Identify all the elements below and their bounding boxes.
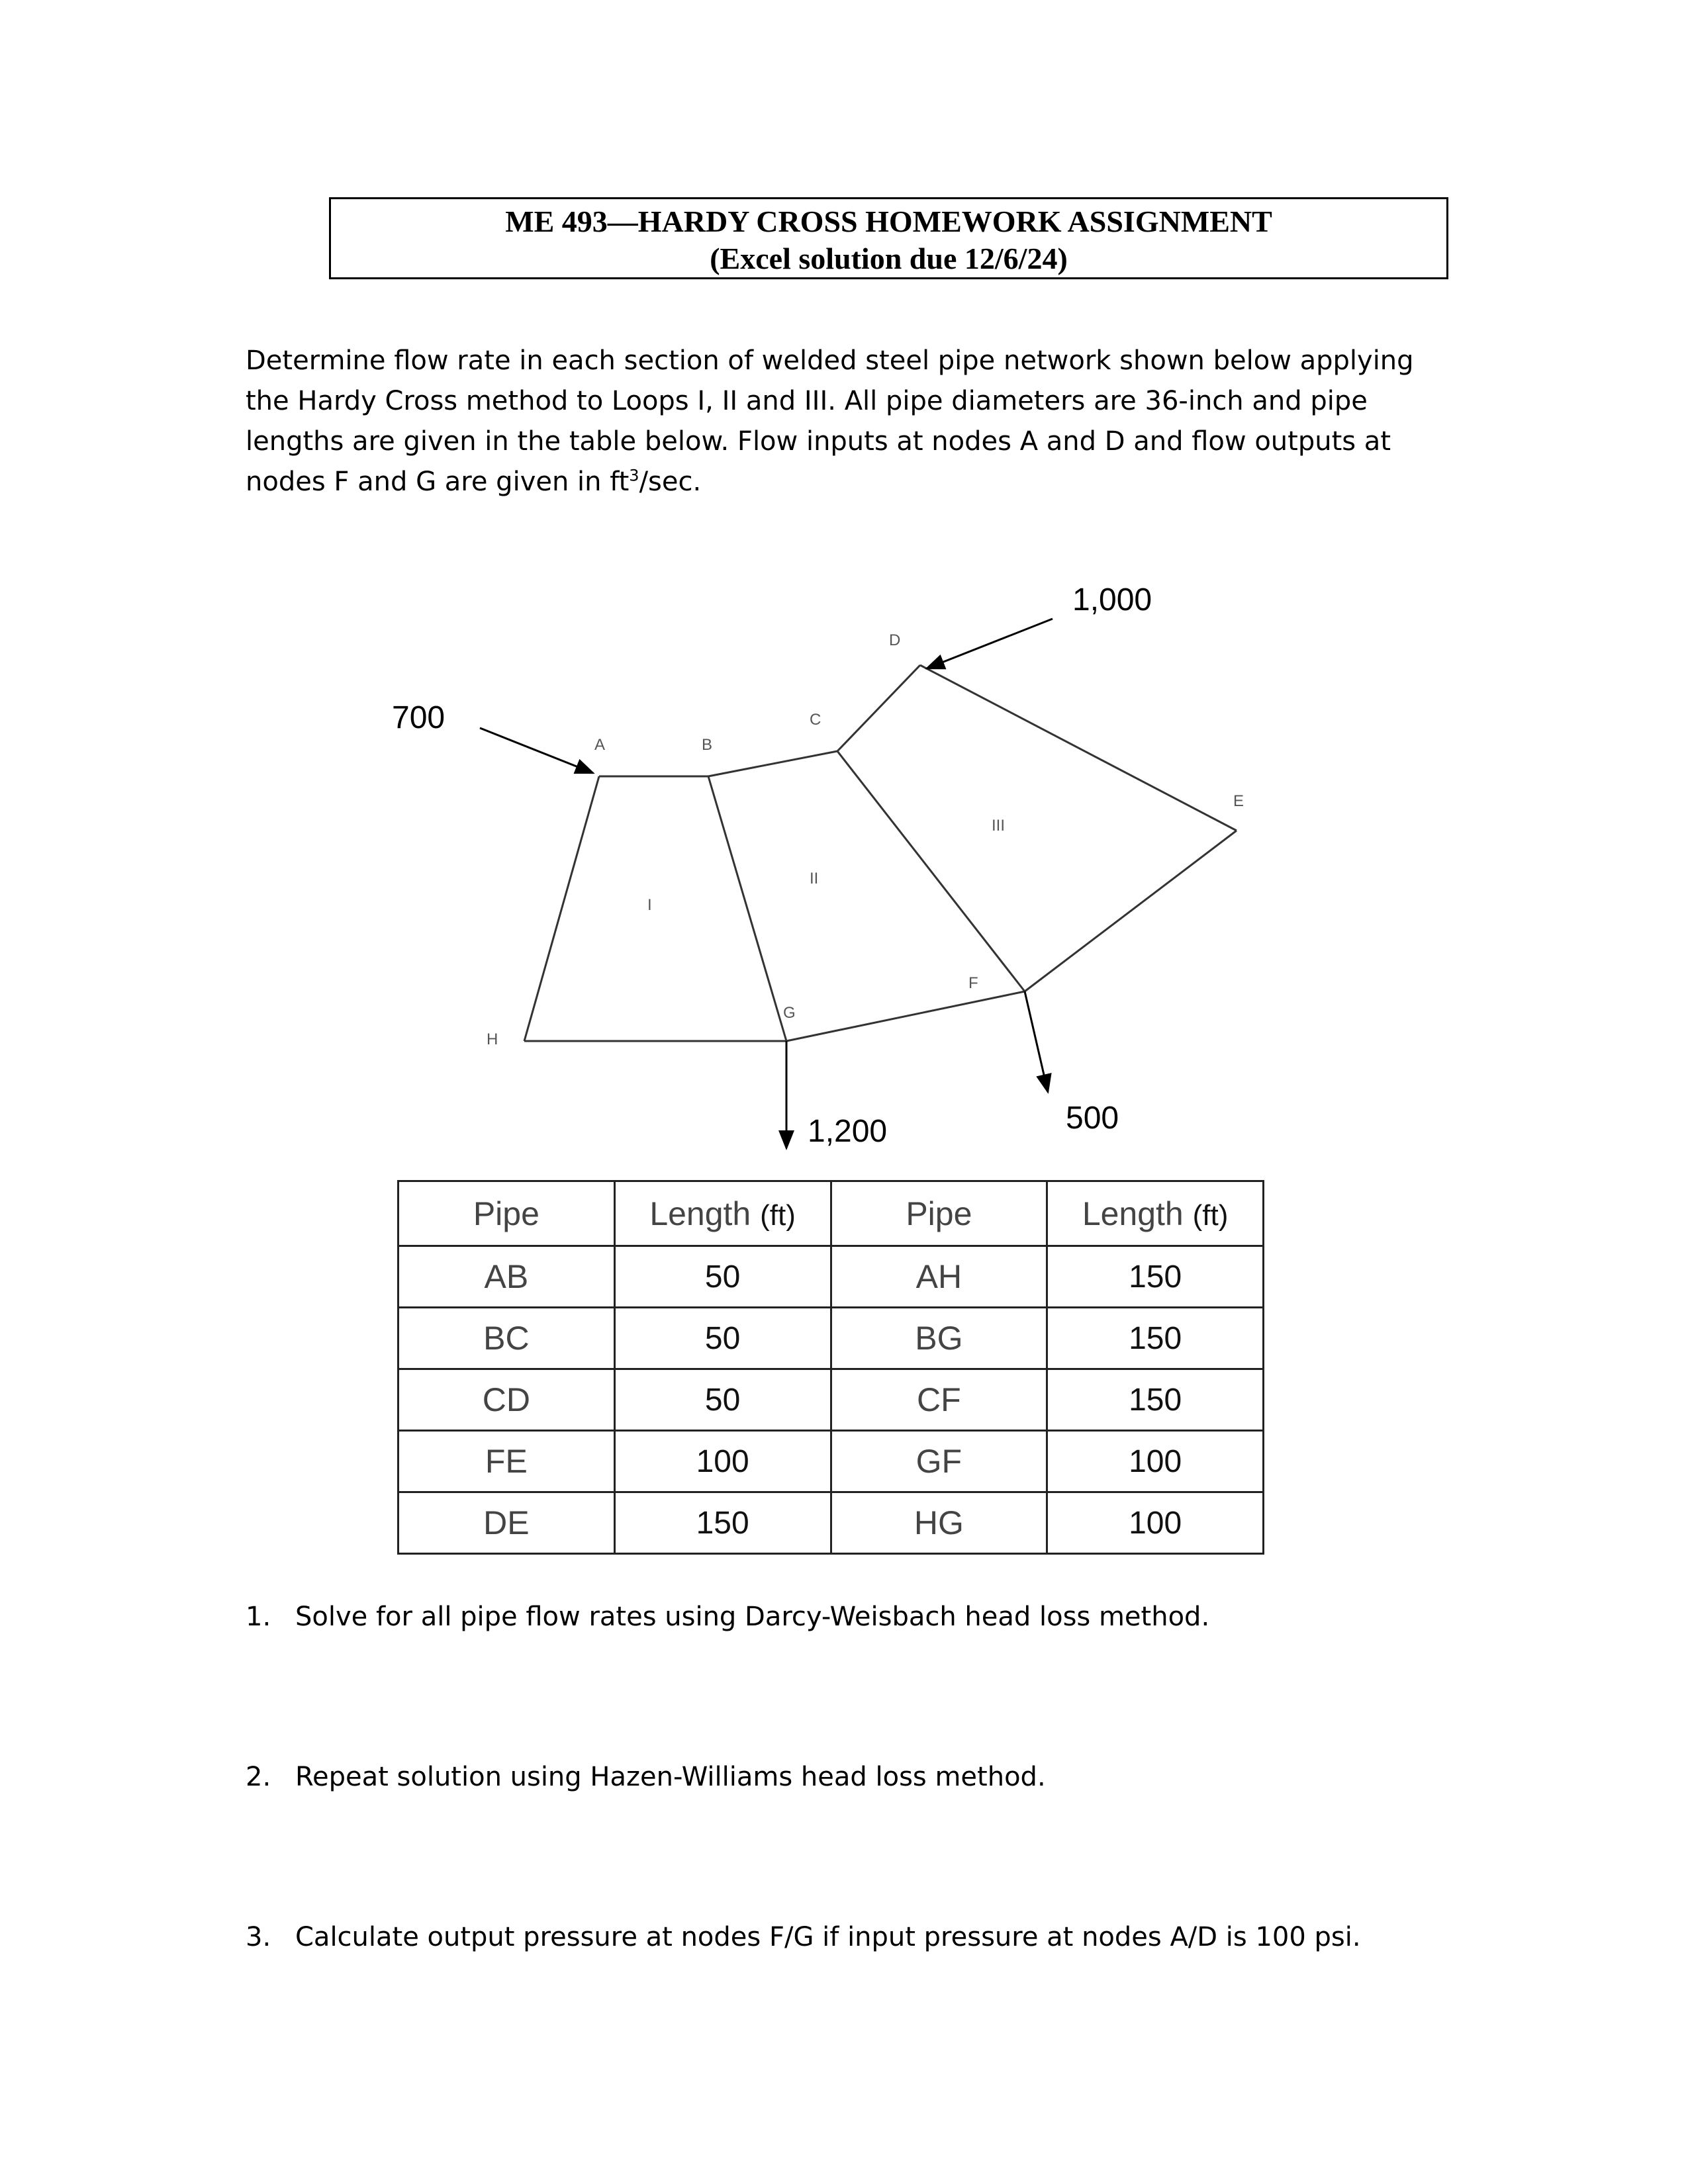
header-length-1 xyxy=(614,1181,831,1246)
header-unit: (ft) xyxy=(1192,1199,1229,1232)
cell-pipe: AB xyxy=(399,1246,615,1308)
table-row xyxy=(399,1369,1264,1431)
loop-label-i: I xyxy=(647,896,652,914)
pipe-bc xyxy=(708,751,837,776)
table-header-row xyxy=(399,1181,1264,1246)
title-line-1: ME 493—HARDY CROSS HOMEWORK ASSIGNMENT xyxy=(505,205,1272,238)
node-label-h: H xyxy=(487,1030,498,1048)
table-row xyxy=(399,1431,1264,1492)
cell-pipe: DE xyxy=(399,1492,615,1554)
cell-length: 50 xyxy=(614,1246,831,1308)
cell-length: 100 xyxy=(614,1431,831,1492)
pipe-fe xyxy=(1025,831,1237,991)
header-pipe-2: Pipe xyxy=(831,1181,1047,1246)
node-label-e: E xyxy=(1233,792,1244,810)
loop-label-iii: III xyxy=(992,817,1006,835)
flow-label-a-in: 700 xyxy=(392,700,445,735)
node-label-f: F xyxy=(968,974,978,992)
cell-pipe: CD xyxy=(399,1369,615,1431)
loop-label-ii: II xyxy=(810,870,819,887)
cell-length: 150 xyxy=(1047,1308,1264,1369)
header-pipe-1: Pipe xyxy=(399,1181,615,1246)
cell-pipe: GF xyxy=(831,1431,1047,1492)
outflow-arrow-f xyxy=(1025,991,1048,1092)
pipe-bg xyxy=(708,776,786,1041)
task-text: Repeat solution using Hazen-Williams head loss method. xyxy=(295,1762,1046,1792)
cell-pipe: AH xyxy=(831,1246,1047,1308)
cell-pipe: HG xyxy=(831,1492,1047,1554)
pipe-gf xyxy=(786,991,1025,1041)
table-row xyxy=(399,1308,1264,1369)
table-row xyxy=(399,1492,1264,1554)
task-number: 1. xyxy=(246,1602,271,1632)
flow-label-g-out: 1,200 xyxy=(808,1114,888,1149)
pipe-cf xyxy=(837,751,1025,991)
title-line-2: (Excel solution due 12/6/24) xyxy=(710,242,1068,275)
task-number: 3. xyxy=(246,1922,271,1952)
cell-length: 150 xyxy=(1047,1369,1264,1431)
header-length-label: Length xyxy=(1082,1195,1184,1232)
intro-text-end: /sec. xyxy=(639,467,702,497)
intro-superscript: 3 xyxy=(629,466,639,485)
cell-length: 100 xyxy=(1047,1431,1264,1492)
cell-length: 150 xyxy=(614,1492,831,1554)
cell-pipe: BG xyxy=(831,1308,1047,1369)
cell-length: 50 xyxy=(614,1369,831,1431)
node-label-a: A xyxy=(594,736,606,754)
task-item xyxy=(246,1922,1361,1952)
cell-pipe: CF xyxy=(831,1369,1047,1431)
cell-length: 150 xyxy=(1047,1246,1264,1308)
header-length-2 xyxy=(1047,1181,1264,1246)
cell-length: 50 xyxy=(614,1308,831,1369)
node-label-b: B xyxy=(702,736,713,754)
cell-pipe: FE xyxy=(399,1431,615,1492)
pipe-ah xyxy=(524,776,599,1041)
pipe-cd xyxy=(837,665,920,751)
task-number: 2. xyxy=(246,1762,271,1792)
cell-pipe: BC xyxy=(399,1308,615,1369)
node-label-d: D xyxy=(889,631,901,649)
task-item xyxy=(246,1762,1046,1792)
task-item xyxy=(246,1602,1209,1632)
flow-label-f-out: 500 xyxy=(1066,1101,1119,1136)
task-text: Solve for all pipe flow rates using Darcy-Weisbach head loss method. xyxy=(295,1602,1210,1632)
table-row xyxy=(399,1246,1264,1308)
pipe-length-table xyxy=(397,1180,1264,1555)
flow-label-d-in: 1,000 xyxy=(1072,582,1152,617)
node-label-c: C xyxy=(810,711,821,729)
inflow-arrow-a xyxy=(480,728,593,773)
cell-length: 100 xyxy=(1047,1492,1264,1554)
intro-text: Determine flow rate in each section of welded steel pipe network shown below applying the Hardy Cross method to Loops I, II and III. All pipe diameters are 36-inch and pipe lengths are given in the table below. Flow inputs at nodes A and D and flow outputs at nodes F and G are given in ft xyxy=(246,345,1414,497)
node-label-g: G xyxy=(783,1004,796,1022)
header-unit: (ft) xyxy=(760,1199,796,1232)
task-text: Calculate output pressure at nodes F/G if input pressure at nodes A/D is 100 psi. xyxy=(295,1922,1361,1952)
inflow-arrow-d xyxy=(927,619,1053,668)
header-length-label: Length xyxy=(649,1195,751,1232)
pipe-de xyxy=(920,665,1237,831)
